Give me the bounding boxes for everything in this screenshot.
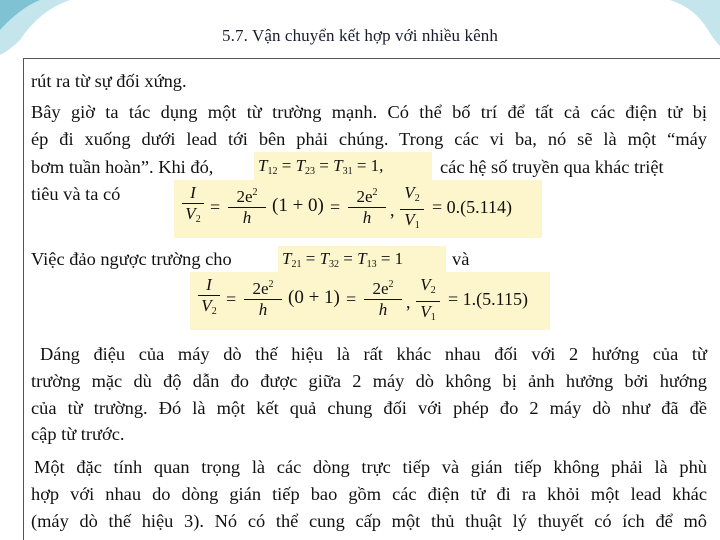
- text-line-4a: bơm tuần hoàn”. Khi đó,: [31, 157, 214, 177]
- text-line-7: Dáng điệu của máy dò thế hiệu là rất khác nhau đối với 2 hướng của từ: [40, 344, 707, 364]
- formula-5-114: I $V_2$ = $2e^2$ h (1 + 0) = $2e^2$ h , $V_2$ $V_1$ = 0.(5.114): [174, 180, 542, 238]
- text-line-9: của từ trường. Đó là một kết quả chung đối với phép đo 2 máy dò như đã đề: [31, 398, 707, 418]
- text-line-11: Một đặc tính quan trọng là các dòng trực tiếp và gián tiếp không phải là phù: [34, 457, 707, 477]
- formula-t21-t32-t13: $T_{21} = T_{32} = T_{13} = 1$: [278, 246, 446, 272]
- text-line-8: trường mặc dù độ dẫn đo được giữa 2 máy dò không bị ảnh hưởng bởi hướng: [31, 371, 707, 391]
- text-line-3: ép đi xuống dưới lead tới bên phải chúng. Trong các vi ba, nó sẽ là một “máy: [31, 129, 707, 149]
- text-line-13: (máy dò thế hiệu 3). Nó có thể cung cấp một thủ thuật lý thuyết có ích để mô: [31, 511, 707, 531]
- formula-5-115: I $V_2$ = $2e^2$ h (0 + 1) = $2e^2$ h , $V_2$ $V_1$ = 1.(5.115): [190, 272, 550, 330]
- text-line-10: cập từ trước.: [31, 424, 125, 444]
- text-line-1: rút ra từ sự đối xứng.: [31, 71, 187, 91]
- text-line-2: Bây giờ ta tác dụng một từ trường mạnh. Có thể bố trí để tất cả các điện tử bị: [31, 102, 707, 122]
- text-line-5: tiêu và ta có: [31, 184, 121, 204]
- formula-t12-t23-t31: $T_{12} = T_{23} = T_{31} = 1$,: [254, 152, 432, 180]
- text-line-4b: các hệ số truyền qua khác triệt: [440, 157, 664, 177]
- slide-title: 5.7. Vận chuyển kết hợp với nhiều kênh: [222, 26, 498, 45]
- title-divider: [23, 58, 720, 59]
- text-line-6a: Việc đảo ngược trường cho: [31, 249, 232, 269]
- text-line-6b: và: [452, 249, 470, 269]
- text-line-12: hợp với nhau do dòng gián tiếp bao gồm các điện tử đi ra khỏi một lead khác: [31, 484, 707, 504]
- left-border: [23, 58, 24, 540]
